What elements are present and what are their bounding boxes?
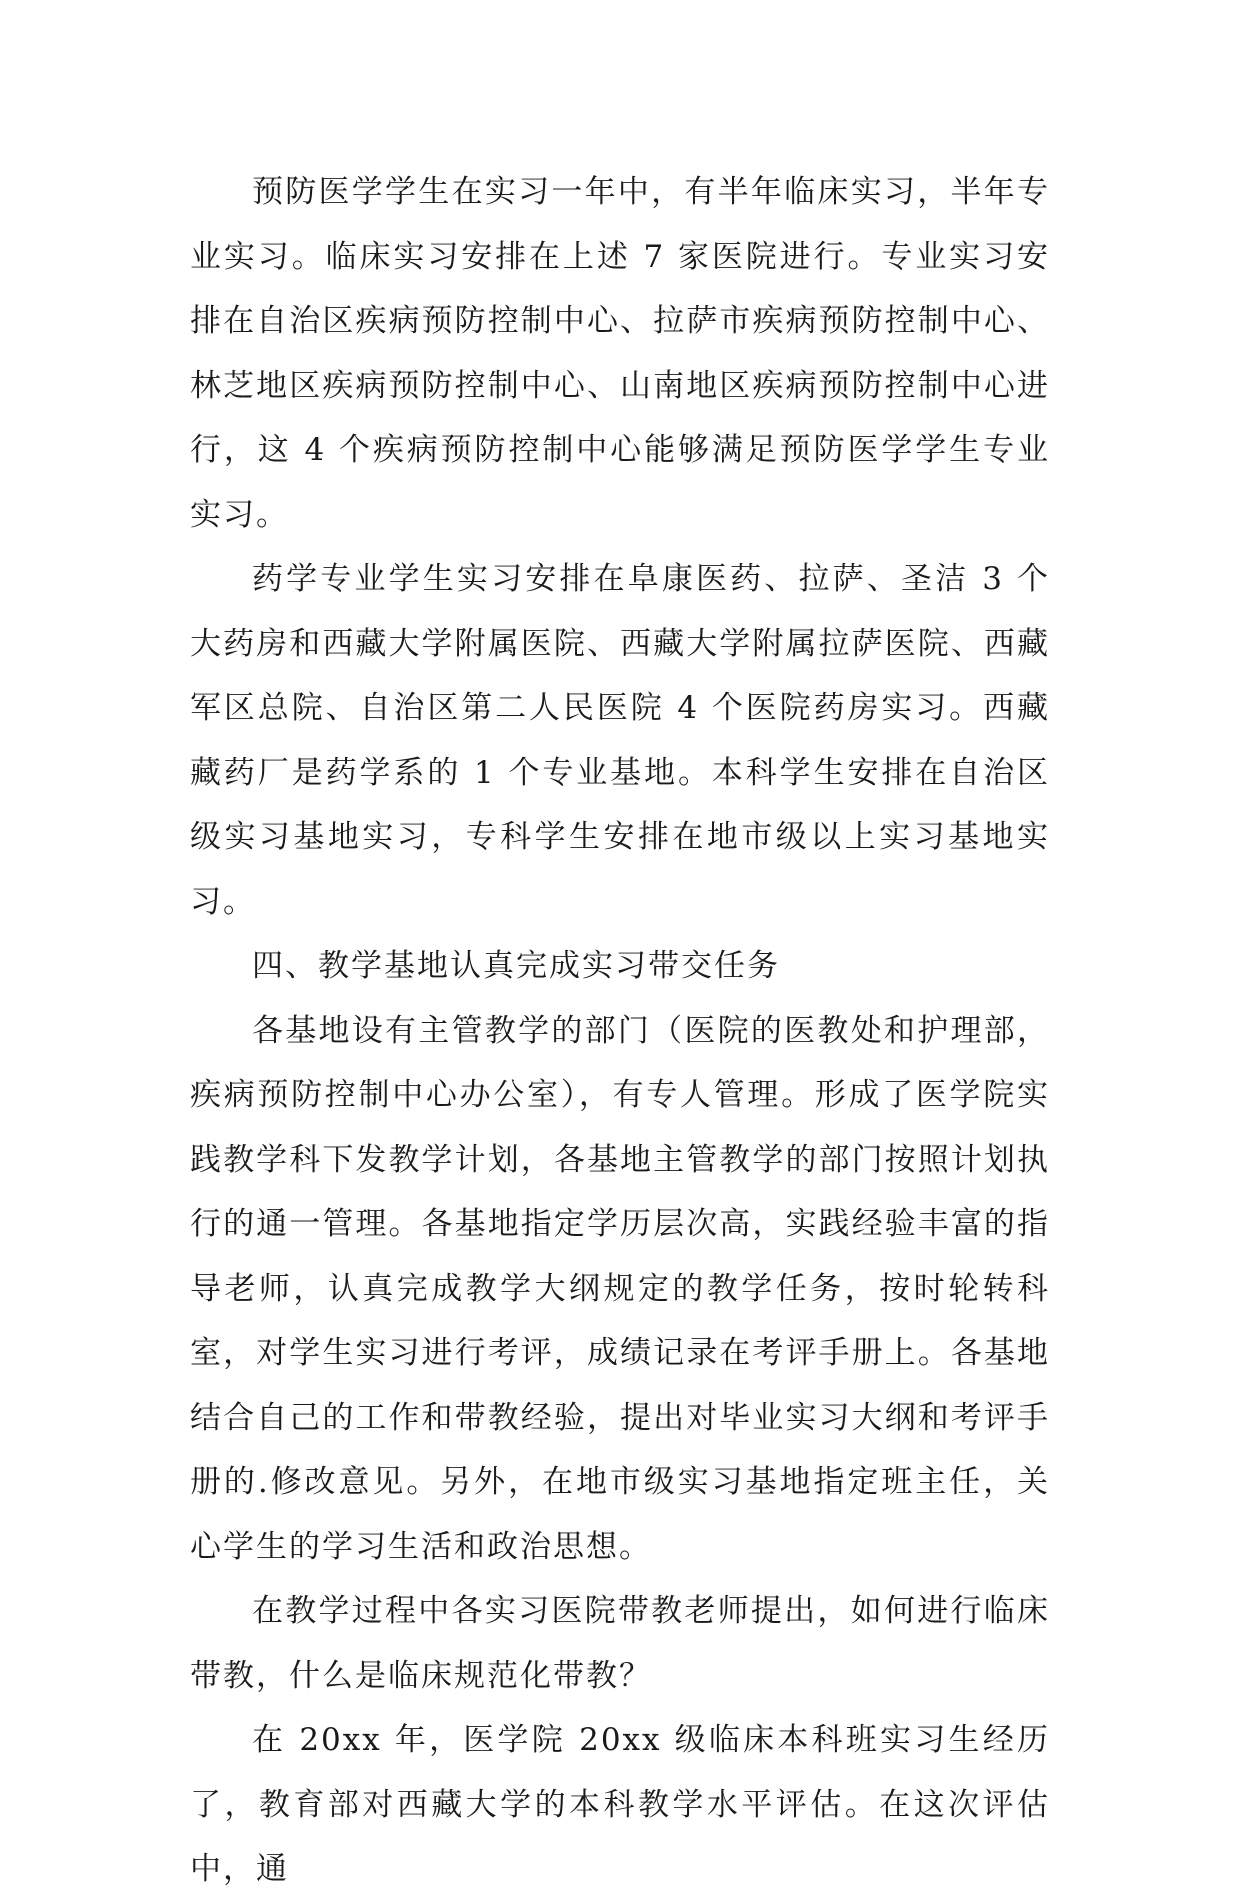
paragraph-pharmacy: 药学专业学生实习安排在阜康医药、拉萨、圣洁 3 个大药房和西藏大学附属医院、西藏大学附属拉萨医院、西藏军区总院、自治区第二人民医院 4 个医院药房实习。西藏藏药厂是药学系的 1 个专业基地。本科学生安排在自治区级实习基地实习，专科学生安排在地市级以上实习基地实习。 bbox=[190, 561, 1050, 920]
paragraph-evaluation: 在 20xx 年，医学院 20xx 级临床本科班实习生经历了，教育部对西藏大学的本科教学水平评估。在这次评估中，通 bbox=[190, 1722, 1050, 1887]
paragraph-teacher-questions: 在教学过程中各实习医院带教老师提出，如何进行临床带教，什么是临床规范化带教？ bbox=[190, 1593, 1050, 1694]
section-heading-4: 四、教学基地认真完成实习带交任务 bbox=[252, 948, 780, 984]
document-body bbox=[190, 160, 1050, 1902]
paragraph-preventive-medicine: 预防医学学生在实习一年中，有半年临床实习，半年专业实习。临床实习安排在上述 7 家医院进行。专业实习安排在自治区疾病预防控制中心、拉萨市疾病预防控制中心、林芝地区疾病预防控制中心、山南地区疾病预防控制中心进行，这 4 个疾病预防控制中心能够满足预防医学学生专业实习。 bbox=[190, 174, 1050, 533]
paragraph-teaching-departments: 各基地设有主管教学的部门（医院的医教处和护理部，疾病预防控制中心办公室），有专人管理。形成了医学院实践教学科下发教学计划，各基地主管教学的部门按照计划执行的通一管理。各基地指定学历层次高，实践经验丰富的指导老师，认真完成教学大纲规定的教学任务，按时轮转科室，对学生实习进行考评，成绩记录在考评手册上。各基地结合自己的工作和带教经验，提出对毕业实习大纲和考评手册的.修改意见。另外，在地市级实习基地指定班主任，关心学生的学习生活和政治思想。 bbox=[190, 1012, 1050, 1565]
